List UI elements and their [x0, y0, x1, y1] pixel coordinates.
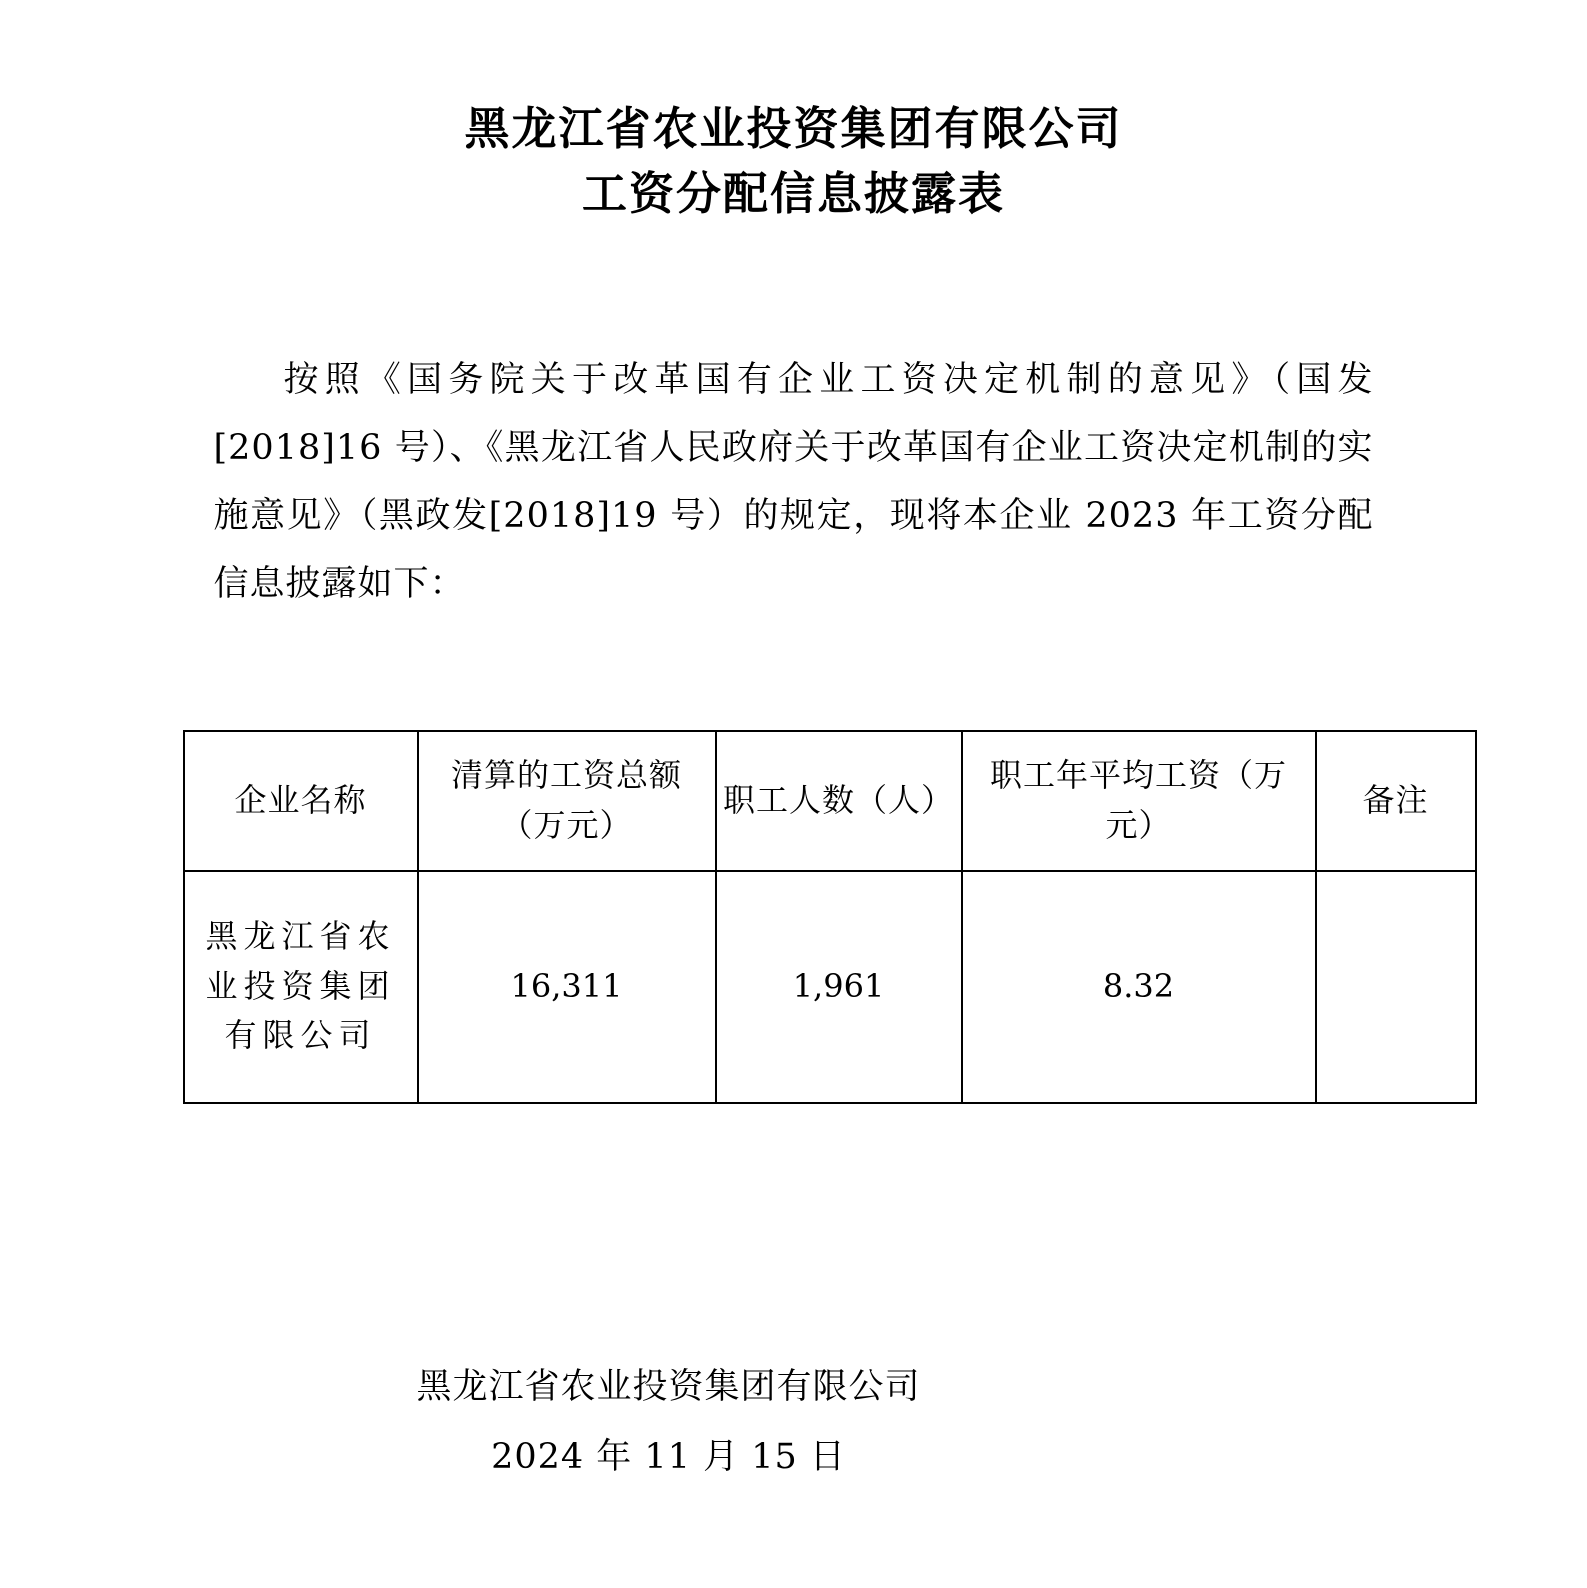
- header-employee-count: 职工人数（人）: [716, 731, 962, 871]
- table-header-row: [184, 731, 1476, 871]
- cell-total-wage: 16,311: [418, 871, 716, 1103]
- cell-enterprise-name: 黑龙江省农业投资集团有限公司: [184, 871, 418, 1103]
- cell-average-wage: 8.32: [962, 871, 1316, 1103]
- signature-line: 黑龙江省农业投资集团有限公司: [416, 1367, 921, 1407]
- cell-employee-count: 1,961: [716, 871, 962, 1103]
- table-head: [184, 731, 1476, 871]
- title-line-1: 黑龙江省农业投资集团有限公司: [464, 102, 1123, 155]
- header-enterprise-name: 企业名称: [184, 731, 418, 871]
- table-body: [184, 871, 1476, 1103]
- cell-remark: [1316, 871, 1476, 1103]
- document-footer: [0, 1352, 1587, 1492]
- intro-paragraph: 按照《国务院关于改革国有企业工资决定机制的意见》（国发[2018]16 号）、《黑龙江省人民政府关于改革国有企业工资决定机制的实施意见》（黑政发[2018]19 号）的规定，现将本企业 2023 年工资分配信息披露如下：: [213, 359, 1374, 605]
- date-line: 2024 年 11 月 15 日: [491, 1437, 846, 1477]
- header-average-wage: 职工年平均工资（万元）: [962, 731, 1316, 871]
- document-body: [214, 227, 1374, 619]
- title-line-2: 工资分配信息披露表: [581, 167, 1005, 221]
- header-remark: 备注: [1316, 731, 1476, 871]
- disclosure-table: [183, 730, 1477, 1104]
- header-total-wage: 清算的工资总额（万元）: [418, 731, 716, 871]
- document-title: [0, 0, 1587, 227]
- disclosure-table-wrapper: [183, 654, 1429, 1104]
- table-row: [184, 871, 1476, 1103]
